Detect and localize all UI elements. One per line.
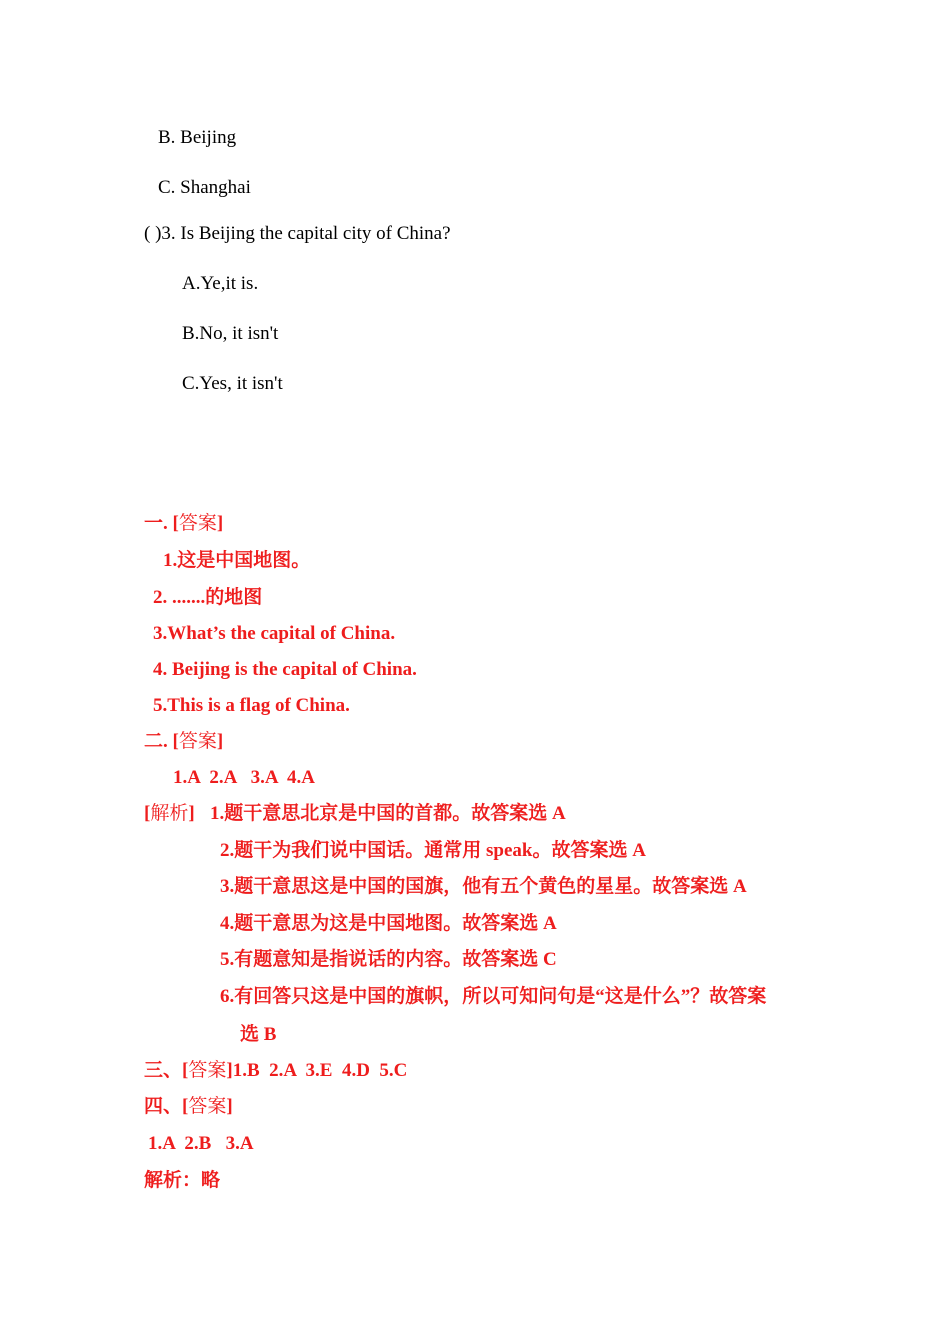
analysis-item: 2.题干为我们说中国话。通常用 speak。故答案选 A — [220, 840, 646, 861]
section1-heading: 一. [答案] — [144, 513, 224, 534]
q3-option-b: B.No, it isn't — [182, 323, 279, 344]
analysis-item: 1.题干意思北京是中国的首都。故答案选 A — [210, 803, 566, 824]
analysis-item: 3.题干意思这是中国的国旗，他有五个黄色的星星。故答案选 A — [220, 876, 747, 897]
analysis-item: 选 B — [240, 1024, 277, 1045]
q3-option-a: A.Ye,it is. — [182, 273, 259, 294]
q3-option-c: C.Yes, it isn't — [182, 373, 283, 394]
section4-analysis: 解析：略 — [144, 1170, 221, 1191]
section3-answer-line: 1.B 2.A 3.E 4.D 5.C — [232, 1060, 408, 1081]
section4-heading: 四、[答案] — [144, 1096, 233, 1117]
section2-heading: 二. [答案] — [144, 731, 224, 752]
analysis-item: 6.有回答只这是中国的旗帜，所以可知问句是“这是什么”？故答案 — [220, 986, 767, 1007]
q2-option-c: C. Shanghai — [158, 177, 251, 198]
q3-stem: ( )3. Is Beijing the capital city of China? — [144, 223, 451, 244]
section1-item: 3.What’s the capital of China. — [153, 623, 396, 644]
section1-item: 1.这是中国地图。 — [163, 550, 311, 571]
section4-answer-line: 1.A 2.B 3.A — [148, 1133, 254, 1154]
analysis-item: 4.题干意思为这是中国地图。故答案选 A — [220, 913, 557, 934]
section1-item: 2. .......的地图 — [153, 587, 263, 608]
analysis-item: 5.有题意知是指说话的内容。故答案选 C — [220, 949, 557, 970]
section3-heading: 三、[答案]1.B 2.A 3.E 4.D 5.C — [144, 1060, 408, 1081]
section1-item: 4. Beijing is the capital of China. — [153, 659, 417, 680]
section2-analysis-label: [解析] — [144, 803, 195, 824]
section2-answer-line: 1.A 2.A 3.A 4.A — [173, 767, 315, 788]
q2-option-b: B. Beijing — [158, 127, 237, 148]
section1-item: 5.This is a flag of China. — [153, 695, 350, 716]
